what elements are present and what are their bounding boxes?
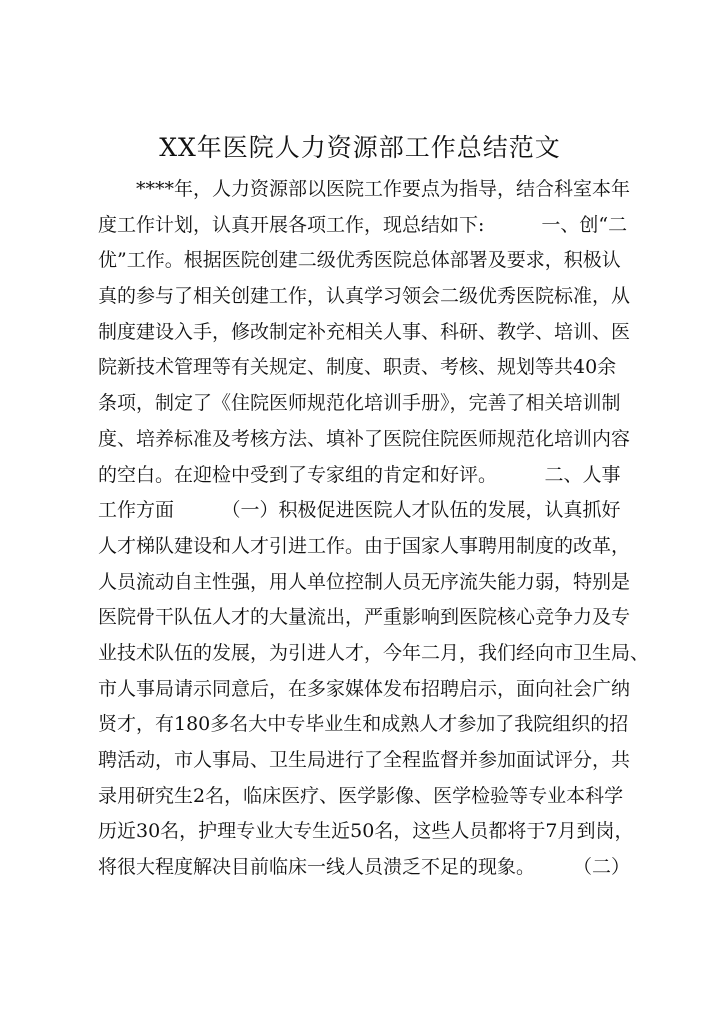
body-line-text: 贤才，有180多名大中专毕业生和成熟人才参加了我院组织的招 (98, 713, 629, 736)
body-line-17 (98, 743, 658, 779)
body-line-15 (98, 672, 658, 708)
document-body (98, 172, 658, 886)
body-line-4 (98, 279, 658, 315)
body-line-text: ****年，人力资源部以医院工作要点为指导，结合科室本年 (98, 178, 631, 200)
body-line-text: 将很大程度解决目前临床一线人员溃乏不足的现象。 （二） (98, 856, 631, 879)
body-line-8 (98, 422, 658, 458)
body-line-text: 的空白。在迎检中受到了专家组的肯定和好评。 二、人事 (98, 463, 621, 486)
body-line-text: 历近30名，护理专业大专生近50名，这些人员都将于7月到岗， (98, 820, 634, 843)
body-line-3 (98, 243, 658, 279)
body-line-14 (98, 636, 658, 672)
body-line-9 (98, 458, 658, 494)
body-line-text: 度工作计划，认真开展各项工作，现总结如下: 一、创“二 (98, 213, 628, 236)
body-line-1 (98, 172, 658, 208)
body-line-16 (98, 707, 658, 743)
body-line-13 (98, 600, 658, 636)
body-line-11 (98, 529, 658, 565)
body-line-text: 院新技术管理等有关规定、制度、职责、考核、规划等共40余 (98, 356, 617, 379)
body-line-text: 工作方面 （一）积极促进医院人才队伍的发展，认真抓好 (98, 499, 621, 522)
body-line-10 (98, 493, 658, 529)
body-line-text: 条项，制定了《住院医师规范化培训手册》，完善了相关培训制 (98, 392, 621, 415)
body-line-6 (98, 350, 658, 386)
body-line-text: 录用研究生2名，临床医疗、医学影像、医学检验等专业本科学 (98, 784, 624, 807)
body-line-text: 人才梯队建设和人才引进工作。由于国家人事聘用制度的改革， (98, 534, 631, 557)
body-line-19 (98, 814, 658, 850)
body-line-text: 聘活动，市人事局、卫生局进行了全程监督并参加面试评分，共 (98, 749, 631, 771)
body-line-text: 度、培养标准及考核方法、填补了医院住院医师规范化培训内容 (98, 427, 631, 450)
document-title: XX年医院人力资源部工作总结范文 (159, 133, 561, 162)
body-line-text: 医院骨干队伍人才的大量流出，严重影响到医院核心竞争力及专 (98, 606, 631, 629)
body-line-5 (98, 315, 658, 351)
body-line-text: 业技术队伍的发展，为引进人才，今年二月，我们经向市卫生局、 (98, 641, 650, 664)
body-line-20 (98, 850, 658, 886)
body-line-text: 市人事局请示同意后，在多家媒体发布招聘启示，面向社会广纳 (98, 677, 631, 700)
body-line-text: 制度建设入手，修改制定补充相关人事、科研、教学、培训、医 (98, 320, 631, 343)
body-line-12 (98, 565, 658, 601)
body-line-text: 真的参与了相关创建工作，认真学习领会二级优秀医院标准，从 (98, 285, 631, 308)
body-line-18 (98, 779, 658, 815)
body-line-text: 人员流动自主性强，用人单位控制人员无序流失能力弱，特别是 (98, 570, 631, 593)
body-line-text: 优”工作。根据医院创建二级优秀医院总体部署及要求，积极认 (98, 249, 621, 272)
body-line-7 (98, 386, 658, 422)
body-line-2 (98, 208, 658, 244)
